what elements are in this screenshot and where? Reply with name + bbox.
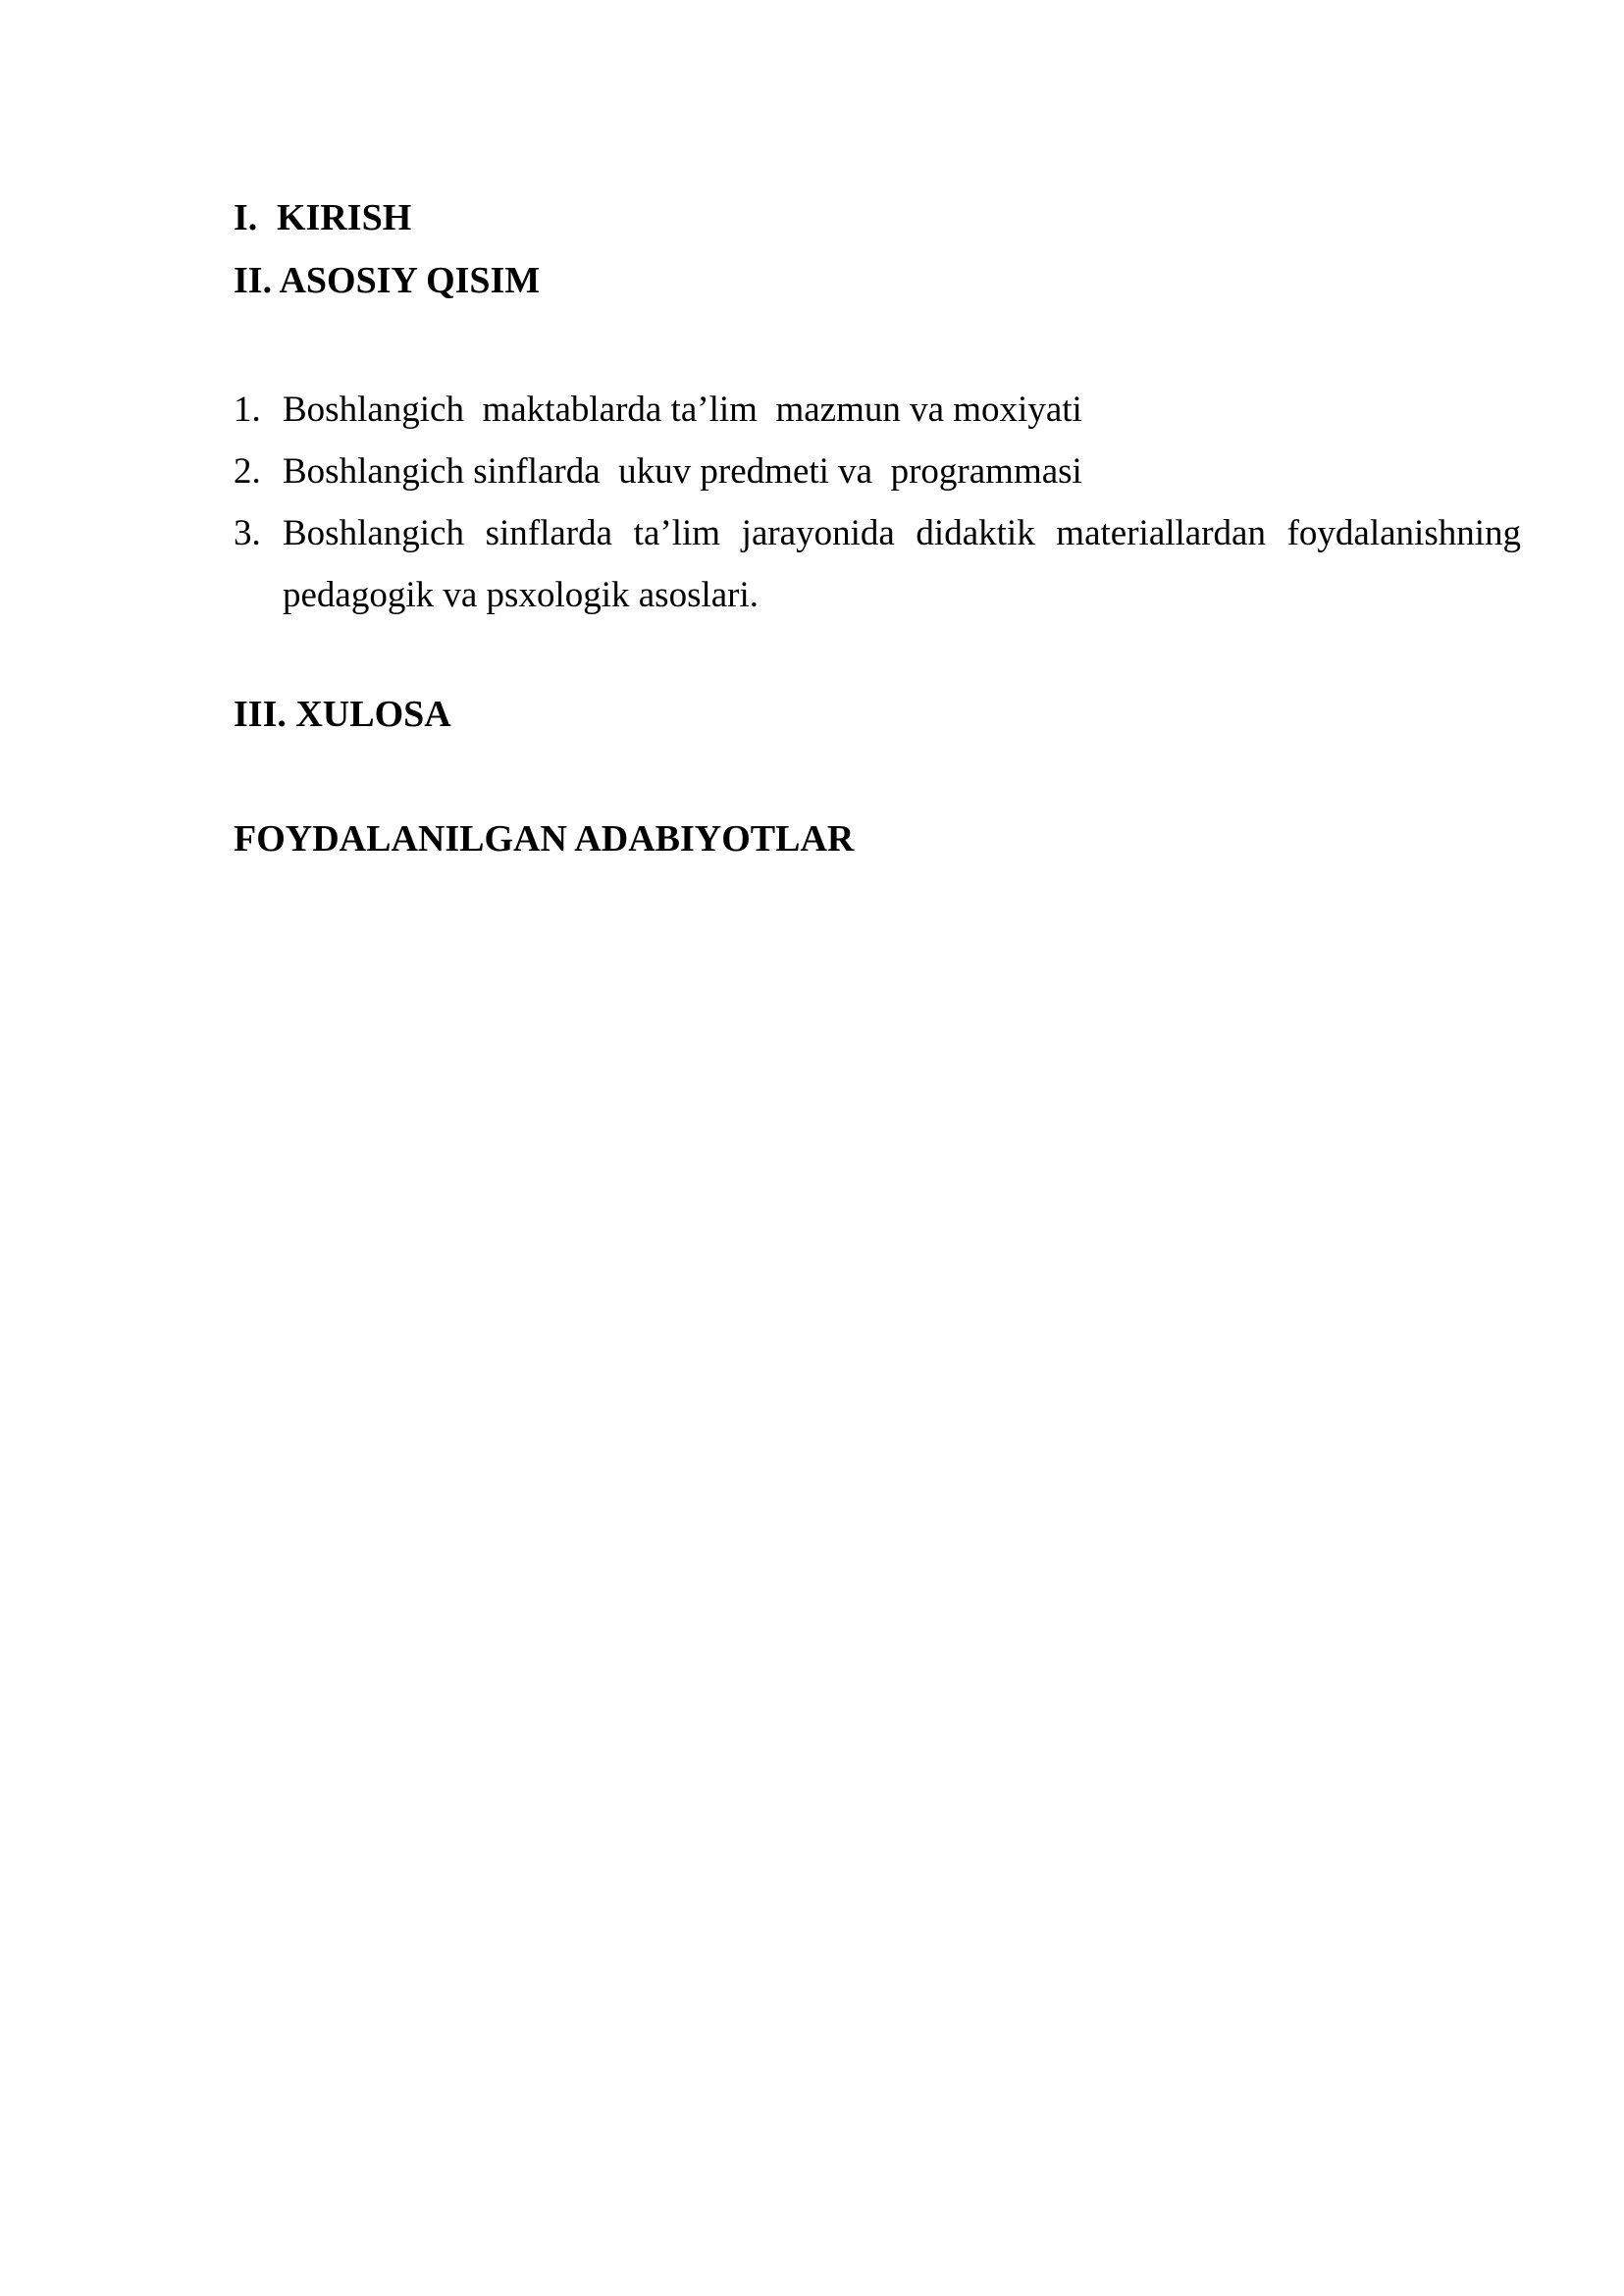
list-item-number: 1. (234, 390, 261, 430)
list-item (234, 502, 1531, 626)
section-heading-references: FOYDALANILGAN ADABIYOTLAR (234, 818, 855, 860)
list-item-text: Boshlangich sinflarda ukuv predmeti va programmasi (283, 451, 1082, 492)
section-heading-conclusion: III. XULOSA (234, 694, 451, 735)
section-heading-main: II. ASOSIY QISIM (234, 260, 541, 301)
main-section-list (234, 379, 1531, 626)
section-title-intro: KIRISH (277, 197, 412, 238)
list-item-text: Boshlangich maktablarda ta’lim mazmun va moxiyati (283, 390, 1082, 430)
section-number-intro: I. (234, 197, 258, 238)
list-item (234, 441, 1521, 502)
section-heading-intro (234, 196, 411, 239)
list-item-number: 3. (234, 513, 261, 553)
list-item-text: Boshlangich sinflarda ta’lim jarayonida didaktik materiallardan foydalanishning pedagogik va psxologik asoslari. (283, 513, 1531, 615)
list-item-number: 2. (234, 451, 261, 492)
list-item (234, 379, 1521, 441)
